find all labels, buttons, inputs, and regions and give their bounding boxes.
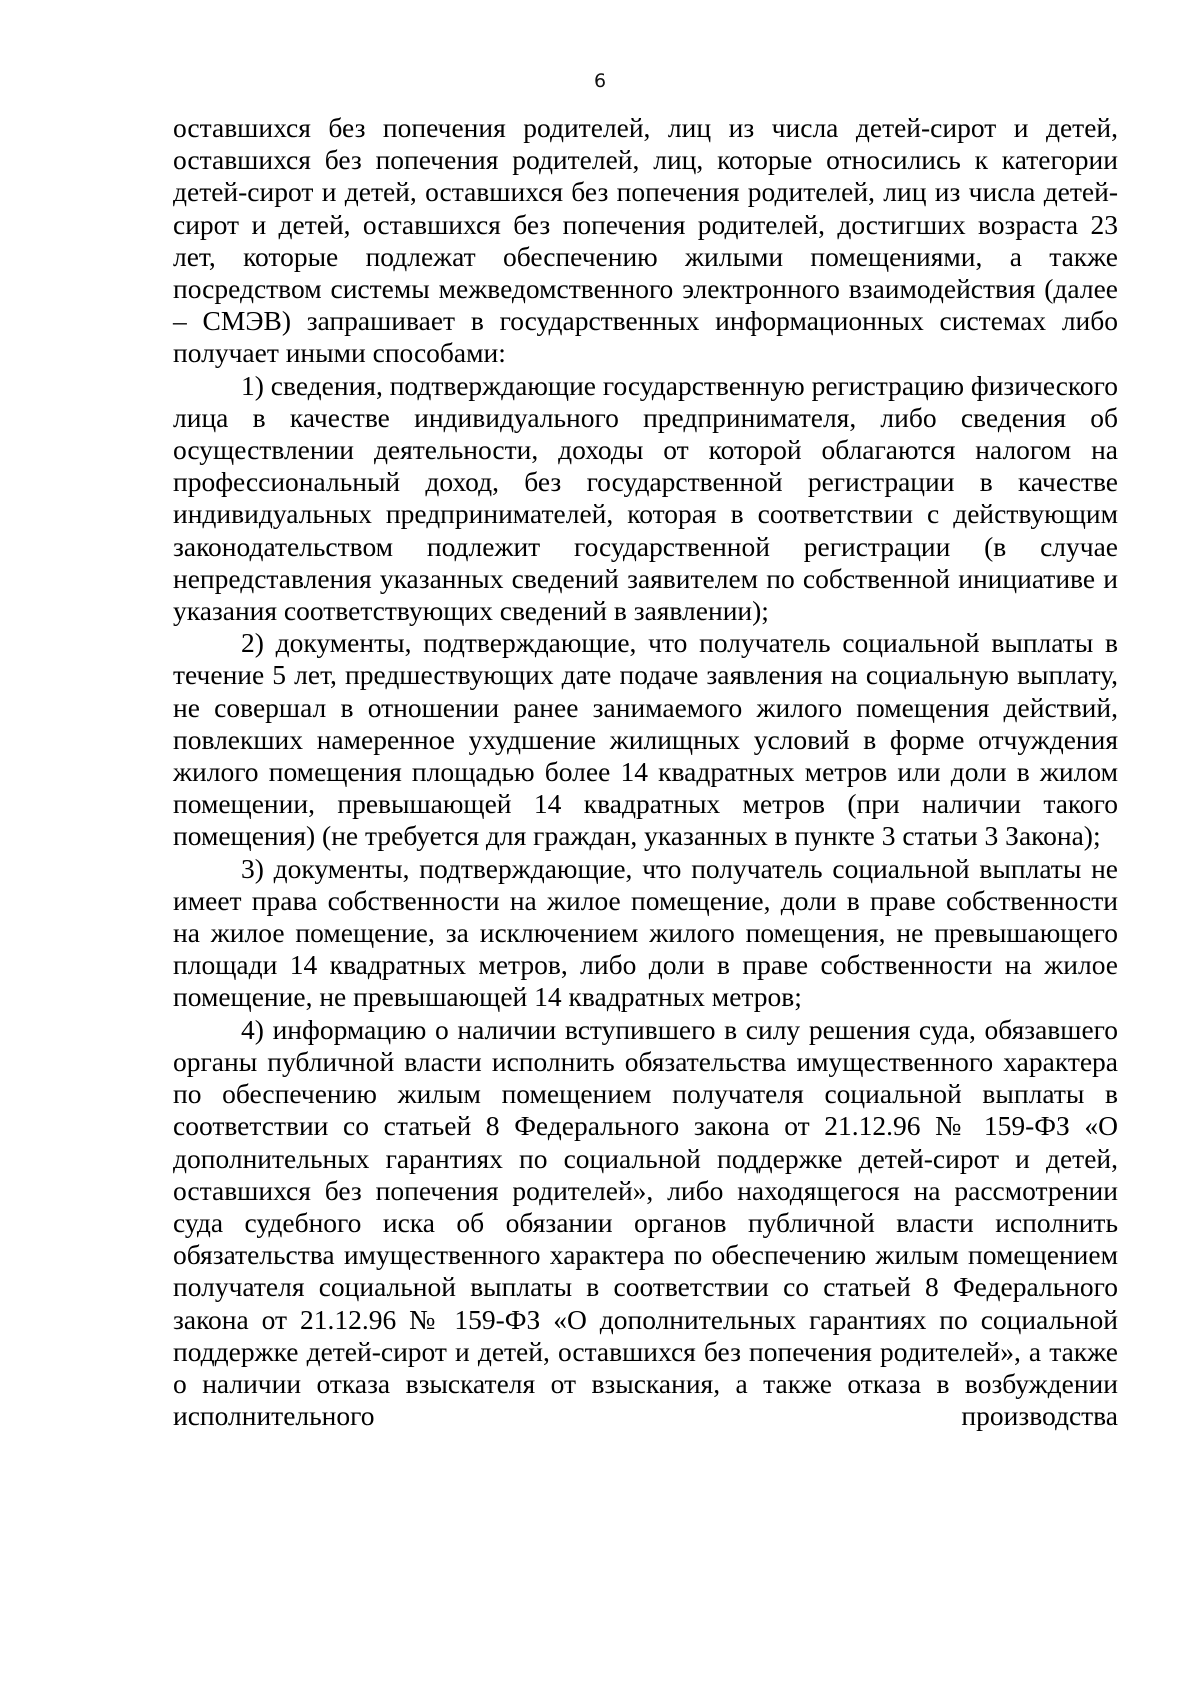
paragraph-item-4: 4) информацию о наличии вступившего в силу решения суда, обязавшего органы публичной власти исполнить обязательства имущественного характера по обеспечению жилым помещением получателя социальной выплаты в соответствии со статьей 8 Федерального закона от 21.12.96 № 159-ФЗ «О дополнительных гарантиях по социальной поддержке детей-сирот и детей, оставшихся без попечения родителей», либо находящегося на рассмотрении суда судебного иска об обязании органов публичной власти исполнить обязательства имущественного характера по обеспечению жилым помещением получателя социальной выплаты в соответствии со статьей 8 Федерального закона от 21.12.96 № 159-ФЗ «О дополнительных гарантиях по социальной поддержке детей-сирот и детей, оставшихся без попечения родителей», а также о наличии отказа взыскателя от взыскания, а также отказа в возбуждении исполнительного производства: [173, 1013, 1118, 1432]
paragraph-item-3: 3) документы, подтверждающие, что получатель социальной выплаты не имеет права собственности на жилое помещение, доли в праве собственности на жилое помещение, за исключением жилого помещения, не превышающего площади 14 квадратных метров, либо доли в праве собственности на жилое помещение, не превышающей 14 квадратных метров;: [173, 852, 1118, 1013]
paragraph-item-2: 2) документы, подтверждающие, что получатель социальной выплаты в течение 5 лет, предшествующих дате подаче заявления на социальную выплату, не совершал в отношении ранее занимаемого жилого помещения действий, повлекших намеренное ухудшение жилищных условий в форме отчуждения жилого помещения площадью более 14 квадратных метров или доли в жилом помещении, превышающей 14 квадратных метров (при наличии такого помещения) (не требуется для граждан, указанных в пункте 3 статьи 3 Закона);: [173, 627, 1118, 852]
paragraph-intro: оставшихся без попечения родителей, лиц из числа детей-сирот и детей, оставшихся без попечения родителей, лиц, которые относились к категории детей-сирот и детей, оставшихся без попечения родителей, лиц из числа детей-сирот и детей, оставшихся без попечения родителей, достигших возраста 23 лет, которые подлежат обеспечению жилыми помещениями, а также посредством системы межведомственного электронного взаимодействия (далее – СМЭВ) запрашивает в государственных информационных системах либо получает иными способами:: [173, 112, 1118, 369]
page-number: 6: [593, 70, 607, 92]
paragraph-item-1: 1) сведения, подтверждающие государственную регистрацию физического лица в качестве индивидуального предпринимателя, либо сведения об осуществлении деятельности, доходы от которой облагаются налогом на профессиональный доход, без государственной регистрации в качестве индивидуальных предпринимателей, которая в соответствии с действующим законодательством подлежит государственной регистрации (в случае непредставления указанных сведений заявителем по собственной инициативе и указания соответствующих сведений в заявлении);: [173, 369, 1118, 627]
document-body: [173, 112, 1118, 1432]
